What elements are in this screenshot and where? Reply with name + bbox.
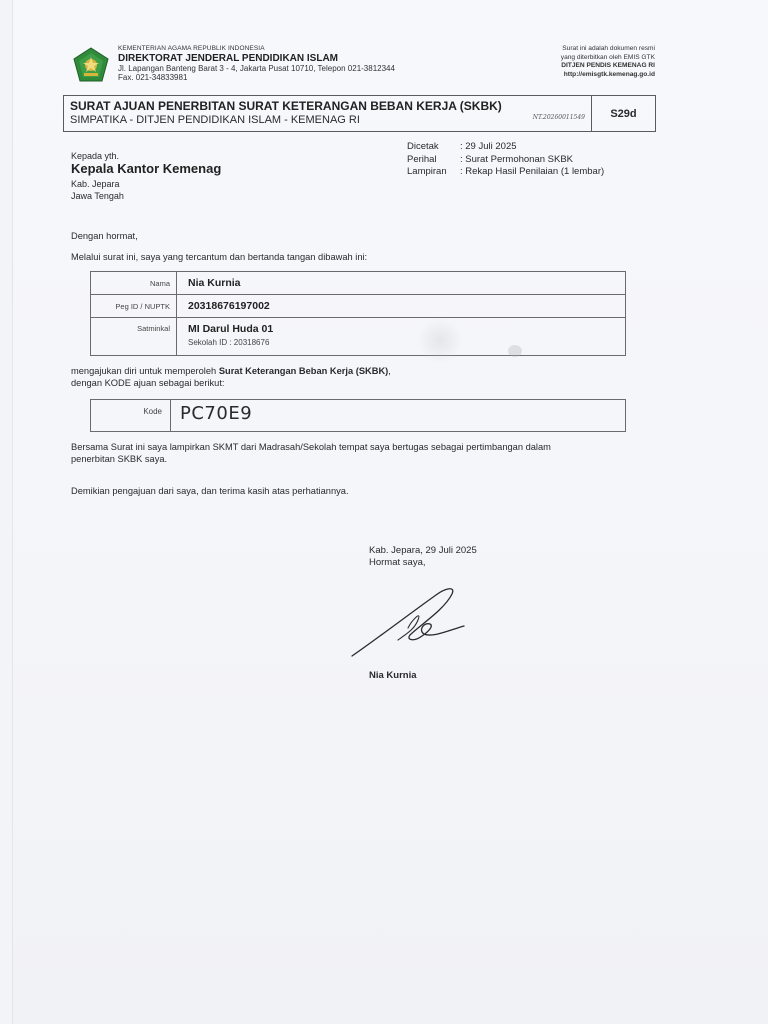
request-bold: Surat Keterangan Beban Kerja (SKBK) [218,366,389,376]
identity-peg-label: Peg ID / NUPTK [91,295,177,317]
meta-printed-label: Dicetak [407,141,439,152]
kode-label: Kode [91,400,171,431]
meta-subject-value: : Surat Permohonan SKBK [460,153,574,165]
header-fax: Fax. 021-34833981 [118,73,188,82]
identity-name-value: Nia Kurnia [188,277,241,289]
meta-subject-label: Perihal [407,153,437,165]
request-pre: mengajukan diri untuk memperoleh [71,366,219,376]
attachment-paragraph-line2: penerbitan SKBK saya. [71,454,168,464]
recipient-city: Kab. Jepara [71,179,120,189]
header-address: Jl. Lapangan Banteng Barat 3 - 4, Jakarta Pusat 10710, Telepon 021-3812344 [118,64,395,73]
identity-satminkal-label: Satminkal [91,318,177,355]
signature-regards: Hormat saya, [369,557,426,568]
reference-number: NT.20260011549 [532,114,585,121]
request-post: , [388,366,391,376]
meta-attachment [407,166,604,179]
header-ministry: KEMENTERIAN AGAMA REPUBLIK INDONESIA [118,45,265,52]
recipient-greeting: Kepada yth. [71,151,120,161]
paper-stain-small [508,345,522,357]
kemenag-logo-icon [72,47,110,83]
letter-meta [407,141,604,179]
intro-paragraph: Melalui surat ini, saya yang tercantum dan bertanda tangan dibawah ini: [71,252,368,262]
identity-peg-value: 20318676197002 [188,300,270,312]
identity-satminkal-value: MI Darul Huda 01 [188,323,274,335]
document-title: SURAT AJUAN PENERBITAN SURAT KETERANGAN BEBAN KERJA (SKBK) [70,99,502,113]
recipient-province: Jawa Tengah [71,191,124,201]
meta-attachment-value: : Rekap Hasil Penilaian (1 lembar) [460,166,605,177]
identity-name-label: Nama [91,272,177,294]
document-page [12,0,768,1024]
meta-subject [407,154,604,167]
meta-attachment-label: Lampiran [407,166,447,177]
request-paragraph-line2: dengan KODE ajuan sebagai berikut: [71,378,225,388]
title-main [64,96,591,131]
identity-row-peg [91,295,625,318]
identity-row-name [91,272,625,295]
handwritten-signature [348,580,468,660]
recipient-name: Kepala Kantor Kemenag [71,161,222,176]
meta-printed-value: : 29 Juli 2025 [460,141,517,152]
signature-name: Nia Kurnia [369,670,417,681]
identity-table [90,271,626,356]
header-directorate: DIREKTORAT JENDERAL PENDIDIKAN ISLAM [118,53,339,64]
document-code: S29d [591,96,655,131]
note-line-1: Surat ini adalah dokumen resmi [562,45,655,52]
document-subtitle: SIMPATIKA - DITJEN PENDIDIKAN ISLAM - KEMENAG RI [70,114,360,126]
signature-place-date: Kab. Jepara, 29 Juli 2025 [369,545,477,556]
kode-box [90,399,626,432]
closing-paragraph: Demikian pengajuan dari saya, dan terima kasih atas perhatiannya. [71,486,349,496]
identity-school-id: Sekolah ID : 20318676 [188,338,270,347]
header-official-note [561,45,655,79]
identity-row-satminkal [91,318,625,355]
title-box [63,95,656,132]
note-line-2: yang diterbitkan oleh EMIS GTK [560,53,655,61]
attachment-paragraph-line1: Bersama Surat ini saya lampirkan SKMT dari Madrasah/Sekolah tempat saya bertugas sebagai pertimbangan dalam [71,442,551,452]
meta-printed [407,141,604,154]
paper-stain [415,318,465,363]
salutation: Dengan hormat, [71,231,138,241]
kode-value: PC70E9 [180,403,253,424]
note-url: http://emisgtk.kemenag.go.id [563,70,655,78]
request-paragraph [71,366,391,376]
note-line-3: DITJEN PENDIS KEMENAG RI [561,62,655,70]
